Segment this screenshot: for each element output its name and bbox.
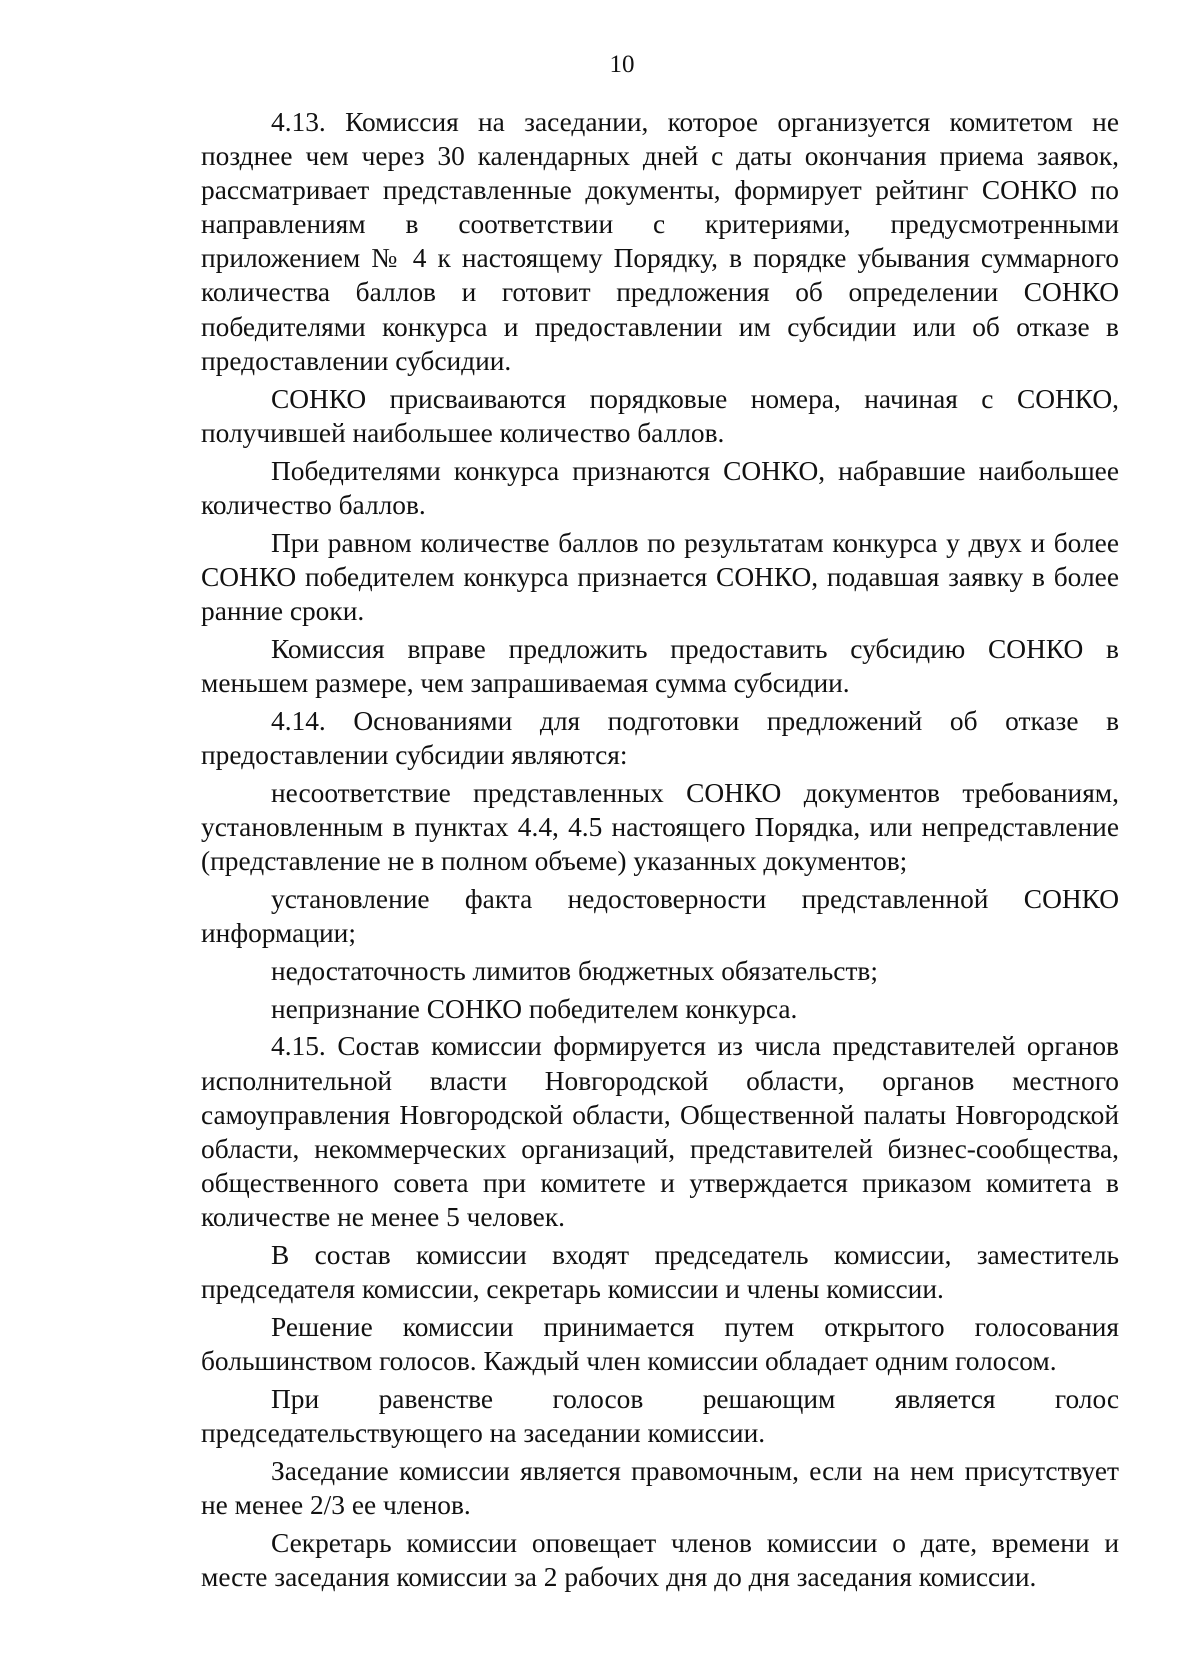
document-body bbox=[201, 105, 1119, 1594]
paragraph-4-15: 4.15. Состав комиссии формируется из числа представителей органов исполнительной власти Новгородской области, органов местного самоуправления Новгородской области, Общественной палаты Новгородской области, некоммерческих организаций, представителей бизнес-сообщества, общественного совета при комитете и утверждается приказом комитета в количестве не менее 5 человек. bbox=[201, 1031, 1119, 1232]
list-item-budget-limits: недостаточность лимитов бюджетных обязательств; bbox=[271, 955, 878, 986]
paragraph-commission-members: В состав комиссии входят председатель комиссии, заместитель председателя комиссии, секретарь комиссии и члены комиссии. bbox=[201, 1239, 1119, 1304]
paragraph-winners: Победителями конкурса признаются СОНКО, набравшие наибольшее количество баллов. bbox=[201, 455, 1119, 520]
list-item-false-information: установление факта недостоверности представленной СОНКО информации; bbox=[201, 883, 1119, 948]
paragraph-voting: Решение комиссии принимается путем открытого голосования большинством голосов. Каждый член комиссии обладает одним голосом. bbox=[201, 1311, 1119, 1376]
paragraph-tie-vote: При равенстве голосов решающим является голос председательствующего на заседании комиссии. bbox=[201, 1383, 1119, 1448]
paragraph-notification: Секретарь комиссии оповещает членов комиссии о дате, времени и месте заседания комиссии за 2 рабочих дня до дня заседания комиссии. bbox=[201, 1527, 1119, 1592]
page-number: 10 bbox=[609, 51, 635, 78]
paragraph-equal-points: При равном количестве баллов по результатам конкурса у двух и более СОНКО победителем конкурса признается СОНКО, подавшая заявку в более ранние сроки. bbox=[201, 527, 1119, 626]
paragraph-quorum: Заседание комиссии является правомочным, если на нем присутствует не менее 2/3 ее членов. bbox=[201, 1455, 1119, 1520]
paragraph-numbering: СОНКО присваиваются порядковые номера, начиная с СОНКО, получившей наибольшее количество баллов. bbox=[201, 383, 1119, 448]
paragraph-4-14: 4.14. Основаниями для подготовки предложений об отказе в предоставлении субсидии являются: bbox=[201, 705, 1119, 770]
paragraph-reduced-subsidy: Комиссия вправе предложить предоставить субсидию СОНКО в меньшем размере, чем запрашиваемая сумма субсидии. bbox=[201, 633, 1119, 698]
list-item-noncompliance: несоответствие представленных СОНКО документов требованиям, установленным в пунктах 4.4, 4.5 настоящего Порядка, или непредставление (представление не в полном объеме) указанных документов; bbox=[201, 777, 1119, 876]
list-item-not-winner: непризнание СОНКО победителем конкурса. bbox=[271, 993, 798, 1024]
paragraph-4-13: 4.13. Комиссия на заседании, которое организуется комитетом не позднее чем через 30 календарных дней с даты окончания приема заявок, рассматривает представленные документы, формирует рейтинг СОНКО по направлениям в соответствии с критериями, предусмотренными приложением № 4 к настоящему Порядку, в порядке убывания суммарного количества баллов и готовит предложения об определении СОНКО победителями конкурса и предоставлении им субсидии или об отказе в предоставлении субсидии. bbox=[201, 107, 1119, 376]
